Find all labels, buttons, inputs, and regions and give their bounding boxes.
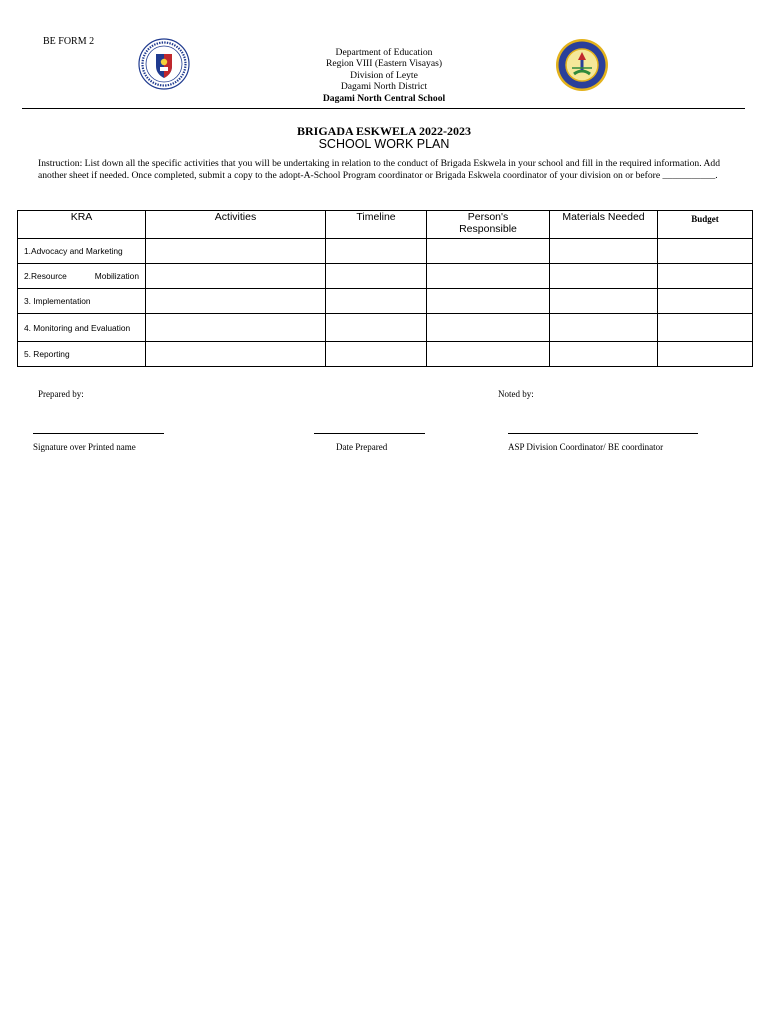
table-row <box>18 239 753 264</box>
persons-cell[interactable] <box>427 342 550 367</box>
kra-cell: 3. Implementation <box>18 289 146 314</box>
budget-cell[interactable] <box>658 342 753 367</box>
materials-cell[interactable] <box>550 239 658 264</box>
persons-cell[interactable] <box>427 289 550 314</box>
page-title: BRIGADA ESKWELA 2022-2023 <box>296 124 472 138</box>
kra-part-a: 2.Resource <box>24 271 67 281</box>
table-row <box>18 314 753 342</box>
table-row <box>18 289 753 314</box>
budget-cell[interactable] <box>658 314 753 342</box>
header-activities: Activities <box>146 211 326 239</box>
header-district: Dagami North District <box>340 81 428 93</box>
budget-cell[interactable] <box>658 289 753 314</box>
work-plan-table <box>17 210 753 367</box>
persons-cell[interactable] <box>427 314 550 342</box>
header-school: Dagami North Central School <box>322 92 446 104</box>
timeline-cell[interactable] <box>326 314 427 342</box>
header-block <box>250 47 518 104</box>
kra-cell: 1.Advocacy and Marketing <box>18 239 146 264</box>
kra-cell <box>18 264 146 289</box>
header-divider <box>22 108 745 109</box>
timeline-cell[interactable] <box>326 342 427 367</box>
timeline-cell[interactable] <box>326 289 427 314</box>
kra-cell: 4. Monitoring and Evaluation <box>18 314 146 342</box>
signature-line[interactable] <box>33 433 164 434</box>
materials-cell[interactable] <box>550 342 658 367</box>
timeline-cell[interactable] <box>326 264 427 289</box>
coordinator-line[interactable] <box>508 433 698 434</box>
table-row <box>18 264 753 289</box>
header-materials: Materials Needed <box>550 211 658 239</box>
activities-cell[interactable] <box>146 289 326 314</box>
date-prepared-label: Date Prepared <box>336 442 388 452</box>
header-budget: Budget <box>658 211 753 239</box>
activities-cell[interactable] <box>146 239 326 264</box>
coordinator-label: ASP Division Coordinator/ BE coordinator <box>508 442 664 452</box>
activities-cell[interactable] <box>146 342 326 367</box>
budget-cell[interactable] <box>658 239 753 264</box>
kra-part-b: Mobilization <box>94 271 139 281</box>
date-line[interactable] <box>314 433 425 434</box>
header-timeline: Timeline <box>326 211 427 239</box>
header-persons-responsible <box>427 211 550 239</box>
header-kra: KRA <box>18 211 146 239</box>
materials-cell[interactable] <box>550 289 658 314</box>
table-row <box>18 342 753 367</box>
table-header-row <box>18 211 753 239</box>
budget-cell[interactable] <box>658 264 753 289</box>
page-subtitle: SCHOOL WORK PLAN <box>318 137 450 151</box>
materials-cell[interactable] <box>550 264 658 289</box>
activities-cell[interactable] <box>146 264 326 289</box>
kra-cell: 5. Reporting <box>18 342 146 367</box>
instruction-text: Instruction: List down all the specific activities that you will be undertaking in relation to the conduct of Brigada Eskwela in your school and fill in the required information. Add another sheet if needed. Once completed, submit a copy to the adopt-A-School Program coordinator or Brigada Eskwela coordinator of your division on or before ___________. <box>38 158 720 181</box>
header-department: Department of Education <box>335 47 433 58</box>
prepared-by-label: Prepared by: <box>38 389 84 399</box>
header-persons-line1: Person's <box>467 211 509 223</box>
deped-seal-logo <box>138 38 190 90</box>
form-label: BE FORM 2 <box>43 36 95 47</box>
materials-cell[interactable] <box>550 314 658 342</box>
timeline-cell[interactable] <box>326 239 427 264</box>
persons-cell[interactable] <box>427 264 550 289</box>
activities-cell[interactable] <box>146 314 326 342</box>
noted-by-label: Noted by: <box>498 389 534 399</box>
header-persons-line2: Responsible <box>459 223 517 235</box>
header-division: Division of Leyte <box>350 69 418 81</box>
persons-cell[interactable] <box>427 239 550 264</box>
school-seal-logo <box>554 38 610 92</box>
signature-label: Signature over Printed name <box>33 442 136 452</box>
header-region: Region VIII (Eastern Visayas) <box>325 58 443 70</box>
